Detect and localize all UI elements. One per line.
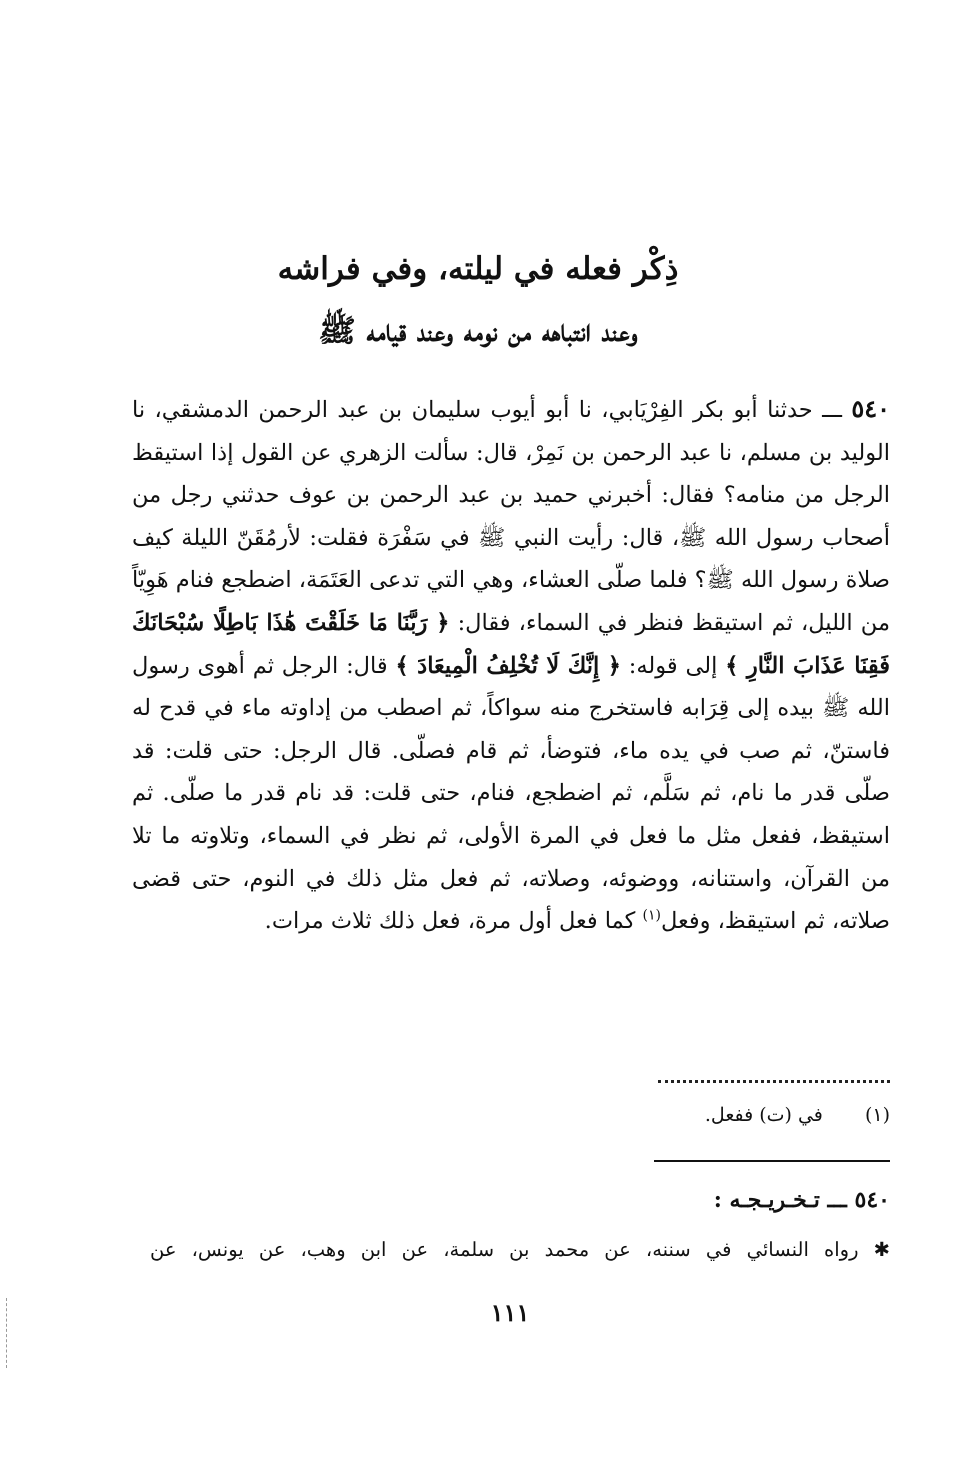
footnote-dotted-separator: [658, 1064, 890, 1083]
footnote-text: في (ت) ففعل.: [704, 1104, 823, 1126]
takhrij-heading: ٥٤٠ ـــ تـخـريـجـه :: [713, 1187, 890, 1213]
hadith-body: [132, 388, 890, 943]
scan-edge-mark: [6, 1298, 7, 1368]
quran-quote-1: ﴿ رَبَّنَا مَا خَلَقْتَ هَٰذَا بَاطِلًا سُبْحَانَكَ فَقِنَا عَذَابَ النَّارِ ﴾: [132, 609, 890, 679]
hadith-text-end: كما فعل أول مرة، فعل ذلك ثلاث مرات.: [264, 908, 636, 935]
chapter-title-line-1: ذِكْر فعله في ليلته، وفي فراشه: [277, 251, 679, 287]
footnote: [490, 1098, 890, 1132]
hadith-text-between: إلى قوله:: [628, 652, 718, 679]
takhrij-separator-rule: [654, 1160, 890, 1162]
footnote-reference: (١): [642, 907, 661, 924]
hadith-text-intro: حدثنا أبو بكر الفِرْيَابي، نا أبو أيوب سليمان بن عبد الرحمن الدمشقي، نا الوليد بن مسلم، نا عبد الرحمن بن نَمِرْ، قال: سألت الزهري عن القول إذا استيقظ الرجل من منامه؟ فقال: أخبرني حميد بن عبد الرحمن بن عوف حدثني رجل من أصحاب رسول الله ﷺ، قال: رأيت النبي ﷺ في سَفْرَة فقلت: لأرمُقَنّ الليلة كيف صلاة رسول الله ﷺ؟ فلما صلّى العشاء، وهي التي تدعى العَتَمَة، اضطجع فنام هَوِيّاً من الليل، ثم استيقظ فنظر في السماء، فقال:: [132, 397, 890, 636]
footnote-marker: (١): [864, 1104, 890, 1126]
page-number: ١١١: [490, 1298, 530, 1327]
hadith-paragraph: [132, 388, 890, 943]
hadith-text-main: قال: الرجل ثم أهوى رسول الله ﷺ بيده إلى قِرَابه فاستخرج منه سواكاً، ثم اصطب من إداوته ماء في قدح له فاستنّ، ثم صب في يده ماء، فتوضأ، ثم قام فصلّى. قال الرجل: حتى قلت: قد صلّى قدر ما نام، ثم سَلَّم، ثم اضطجع، فنام، حتى قلت: قد نام قدر ما صلّى. ثم استيقظ، ففعل مثل ما فعل في المرة الأولى، ثم نظر في السماء، وتلاوته ما تلا من القرآن، واستنانه، ووضوئه، وصلاته، ثم فعل مثل ذلك في النوم، حتى قضى صلاته، ثم استيقظ، وفعل: [132, 652, 890, 935]
quran-quote-2: ﴿ إِنَّكَ لَا تُخْلِفُ الْمِيعَادَ ﴾: [395, 652, 621, 679]
hadith-separator: ـــ: [822, 397, 842, 423]
hadith-number: ٥٤٠: [851, 394, 891, 423]
chapter-title-line-2: وعند انتباهه من نومه وعند قيامه ﷺ: [318, 313, 638, 349]
takhrij-text: ✱ رواه النسائي في سننه، عن محمد بن سلمة، عن ابن وهب، عن يونس، عن: [150, 1238, 890, 1261]
